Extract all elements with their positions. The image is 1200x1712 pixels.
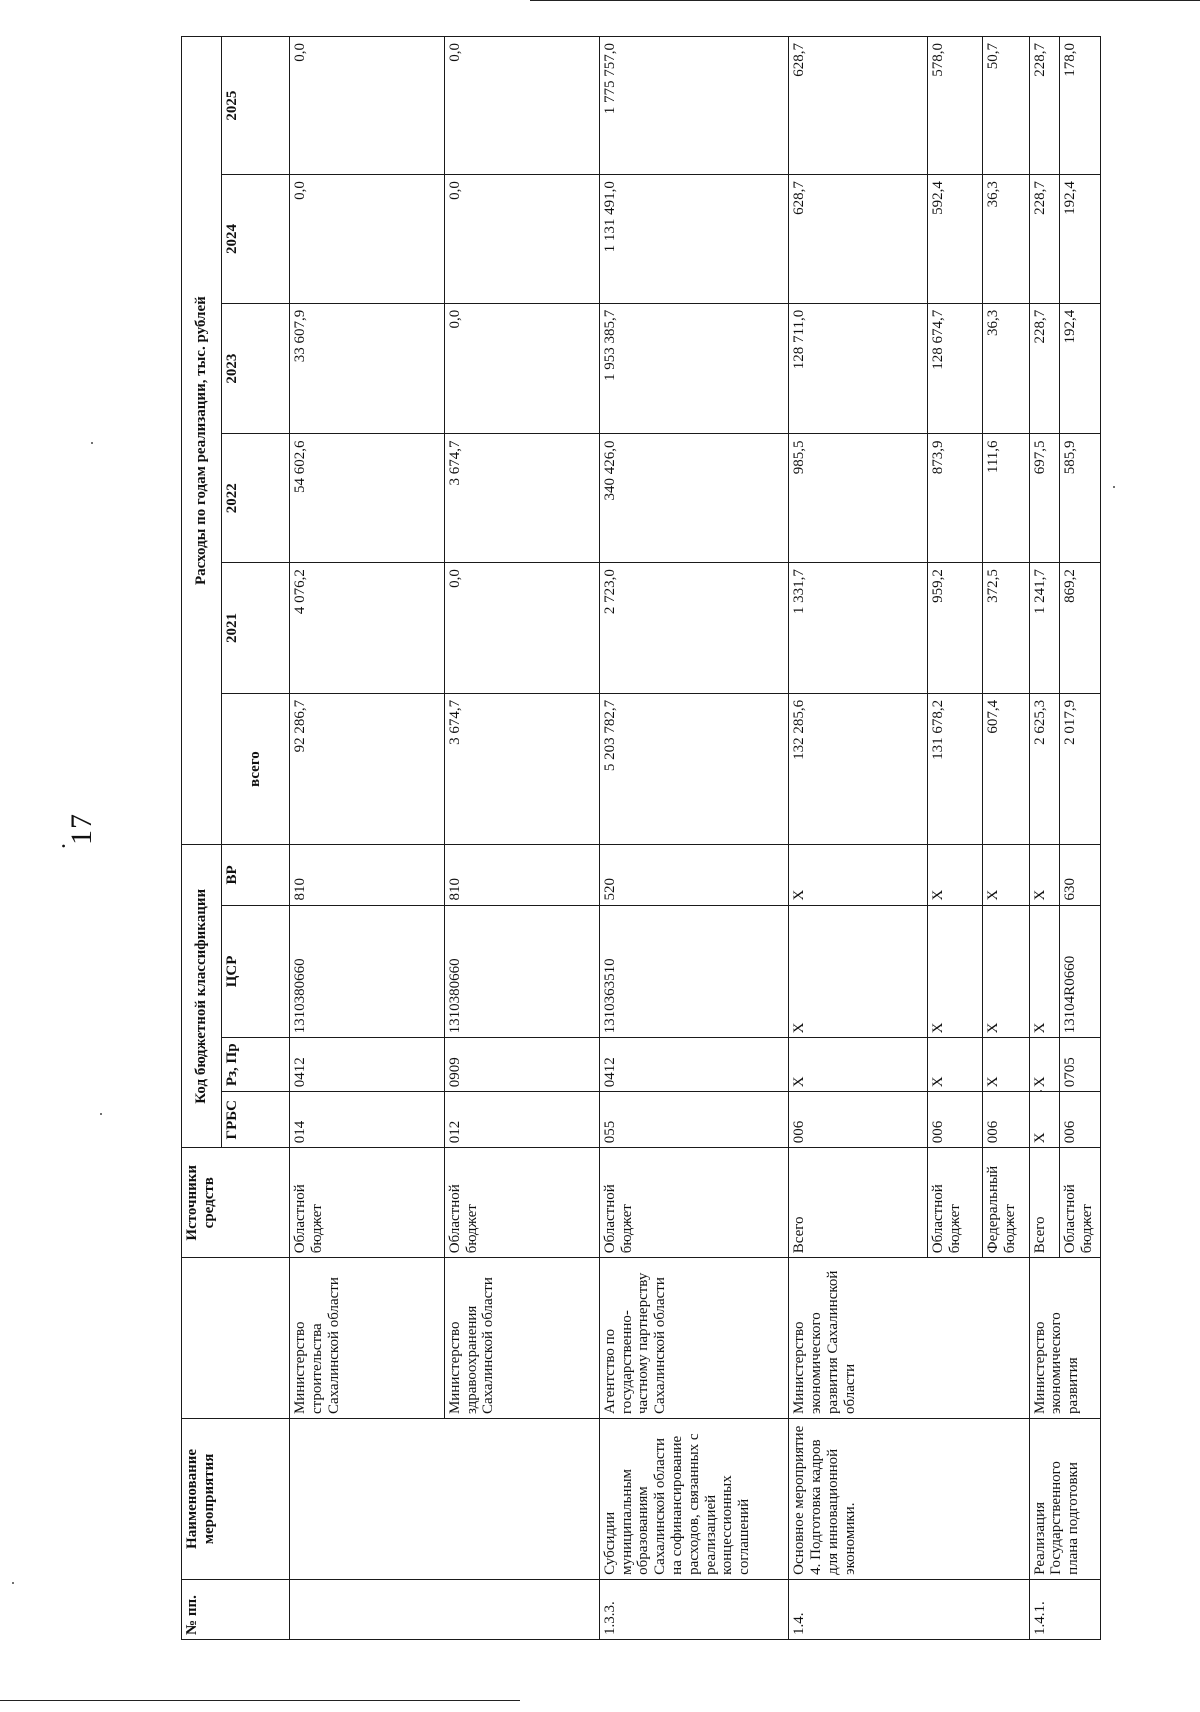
row-executor: Министерство экономического развития Сахалинской области	[789, 1258, 1029, 1419]
table-row	[444, 37, 599, 1640]
row-grbs: 012	[444, 1092, 599, 1148]
row-2022: 3 674,7	[444, 434, 599, 563]
row-name: Реализация Государственного плана подготовки	[1029, 1419, 1100, 1580]
row-vr: 810	[444, 845, 599, 905]
row-2023: 192,4	[1060, 303, 1101, 434]
row-2024: 1 131 491,0	[599, 175, 789, 304]
row-num	[290, 1579, 600, 1639]
row-2023: 128 711,0	[789, 303, 928, 434]
row-rzpr: 0909	[444, 1038, 599, 1092]
header-source: Источники средств	[182, 1148, 290, 1258]
header-csr: ЦСР	[222, 905, 290, 1038]
row-2023: 36,3	[982, 303, 1029, 434]
scan-edge-bottom	[0, 1700, 520, 1701]
row-2022: 585,9	[1060, 434, 1101, 563]
row-2024: 0,0	[290, 175, 445, 304]
row-executor: Министерство здравоохранения Сахалинской области	[444, 1258, 599, 1419]
row-num: 1.4.	[789, 1579, 1029, 1639]
row-2025: 578,0	[927, 37, 982, 175]
header-rzpr: Рз, Пр	[222, 1038, 290, 1092]
row-2022: 697,5	[1029, 434, 1060, 563]
row-2023: 228,7	[1029, 303, 1060, 434]
row-2021: 372,5	[982, 563, 1029, 694]
row-name	[290, 1419, 600, 1580]
row-2023: 0,0	[444, 303, 599, 434]
row-vr: Х	[982, 845, 1029, 905]
row-name: Основное мероприятие 4. Подготовка кадров для инновационной экономики.	[789, 1419, 1029, 1580]
row-total: 92 286,7	[290, 693, 445, 844]
row-2025: 0,0	[290, 37, 445, 175]
row-rzpr: Х	[982, 1038, 1029, 1092]
row-csr: Х	[927, 905, 982, 1038]
row-csr: 13104R0660	[1060, 905, 1101, 1038]
header-name: Наименование мероприятия	[182, 1419, 290, 1580]
row-grbs: 006	[927, 1092, 982, 1148]
row-executor: Агентство по государственно-частному партнерству Сахалинской области	[599, 1258, 789, 1419]
header-grbs: ГРБС	[222, 1092, 290, 1148]
header-year-2025: 2025	[222, 37, 290, 175]
row-vr: Х	[1029, 845, 1060, 905]
row-total: 3 674,7	[444, 693, 599, 844]
row-2022: 985,5	[789, 434, 928, 563]
row-2024: 36,3	[982, 175, 1029, 304]
header-year-2023: 2023	[222, 303, 290, 434]
row-grbs: 006	[1060, 1092, 1101, 1148]
row-source: Всего	[1029, 1148, 1060, 1258]
row-rzpr: Х	[789, 1038, 928, 1092]
row-2024: 192,4	[1060, 175, 1101, 304]
row-rzpr: Х	[1029, 1038, 1060, 1092]
row-csr: 1310380660	[290, 905, 445, 1038]
scan-edge-top	[530, 0, 1200, 1]
budget-table-rotated	[181, 36, 1101, 1640]
row-grbs: 055	[599, 1092, 789, 1148]
row-source: Всего	[789, 1148, 928, 1258]
row-source: Областной бюджет	[444, 1148, 599, 1258]
row-source: Областной бюджет	[1060, 1148, 1101, 1258]
row-2021: 4 076,2	[290, 563, 445, 694]
table-row	[1029, 37, 1060, 1640]
budget-table	[181, 36, 1101, 1640]
header-executor	[182, 1258, 290, 1419]
row-2021: 1 241,7	[1029, 563, 1060, 694]
row-vr: Х	[789, 845, 928, 905]
row-vr: Х	[927, 845, 982, 905]
row-csr: Х	[789, 905, 928, 1038]
row-2022: 873,9	[927, 434, 982, 563]
row-2021: 959,2	[927, 563, 982, 694]
row-total: 607,4	[982, 693, 1029, 844]
row-2024: 228,7	[1029, 175, 1060, 304]
row-2021: 0,0	[444, 563, 599, 694]
row-csr: 1310363510	[599, 905, 789, 1038]
row-2021: 2 723,0	[599, 563, 789, 694]
row-source: Областной бюджет	[927, 1148, 982, 1258]
row-total: 2 625,3	[1029, 693, 1060, 844]
row-2024: 628,7	[789, 175, 928, 304]
row-source: Областной бюджет	[599, 1148, 789, 1258]
row-num: 1.4.1.	[1029, 1579, 1100, 1639]
header-total: всего	[222, 693, 290, 844]
row-2024: 592,4	[927, 175, 982, 304]
row-name: Субсидии муниципальным образованиям Сахалинской области на софинансирование расходов, связанных с реализацией концессионных соглашений	[599, 1419, 789, 1580]
header-year-2021: 2021	[222, 563, 290, 694]
row-2025: 628,7	[789, 37, 928, 175]
scan-speck	[100, 1113, 102, 1115]
row-2023: 128 674,7	[927, 303, 982, 434]
row-2022: 340 426,0	[599, 434, 789, 563]
row-2022: 54 602,6	[290, 434, 445, 563]
row-total: 5 203 782,7	[599, 693, 789, 844]
table-row	[789, 37, 928, 1640]
header-code-group: Код бюджетной классификации	[182, 845, 222, 1148]
row-vr: 630	[1060, 845, 1101, 905]
header-expense-group: Расходы по годам реализации, тыс. рублей	[182, 37, 222, 845]
row-csr: Х	[982, 905, 1029, 1038]
row-grbs: Х	[1029, 1092, 1060, 1148]
row-2023: 33 607,9	[290, 303, 445, 434]
row-rzpr: 0412	[599, 1038, 789, 1092]
row-vr: 520	[599, 845, 789, 905]
row-2021: 869,2	[1060, 563, 1101, 694]
row-grbs: 014	[290, 1092, 445, 1148]
row-grbs: 006	[789, 1092, 928, 1148]
table-row	[290, 37, 445, 1640]
row-2024: 0,0	[444, 175, 599, 304]
row-total: 132 285,6	[789, 693, 928, 844]
row-executor: Министерство строительства Сахалинской области	[290, 1258, 445, 1419]
row-total: 131 678,2	[927, 693, 982, 844]
row-rzpr: 0412	[290, 1038, 445, 1092]
header-num: № пп.	[182, 1579, 290, 1639]
header-year-2022: 2022	[222, 434, 290, 563]
row-total: 2 017,9	[1060, 693, 1101, 844]
row-rzpr: 0705	[1060, 1038, 1101, 1092]
row-2023: 1 953 385,7	[599, 303, 789, 434]
row-2021: 1 331,7	[789, 563, 928, 694]
header-year-2024: 2024	[222, 175, 290, 304]
row-grbs: 006	[982, 1092, 1029, 1148]
row-2025: 178,0	[1060, 37, 1101, 175]
row-source: Федеральный бюджет	[982, 1148, 1029, 1258]
row-rzpr: Х	[927, 1038, 982, 1092]
scan-speck	[12, 1582, 14, 1584]
row-csr: Х	[1029, 905, 1060, 1038]
row-num: 1.3.3.	[599, 1579, 789, 1639]
row-2025: 0,0	[444, 37, 599, 175]
page-number: . 17	[65, 813, 99, 845]
row-2025: 228,7	[1029, 37, 1060, 175]
row-2025: 1 775 757,0	[599, 37, 789, 175]
row-csr: 1310380660	[444, 905, 599, 1038]
row-vr: 810	[290, 845, 445, 905]
row-executor: Министерство экономического развития	[1029, 1258, 1100, 1419]
scan-speck	[1113, 486, 1115, 488]
row-source: Областной бюджет	[290, 1148, 445, 1258]
table-row	[599, 37, 789, 1640]
row-2025: 50,7	[982, 37, 1029, 175]
header-vr: ВР	[222, 845, 290, 905]
row-2022: 111,6	[982, 434, 1029, 563]
scan-speck	[91, 442, 93, 444]
